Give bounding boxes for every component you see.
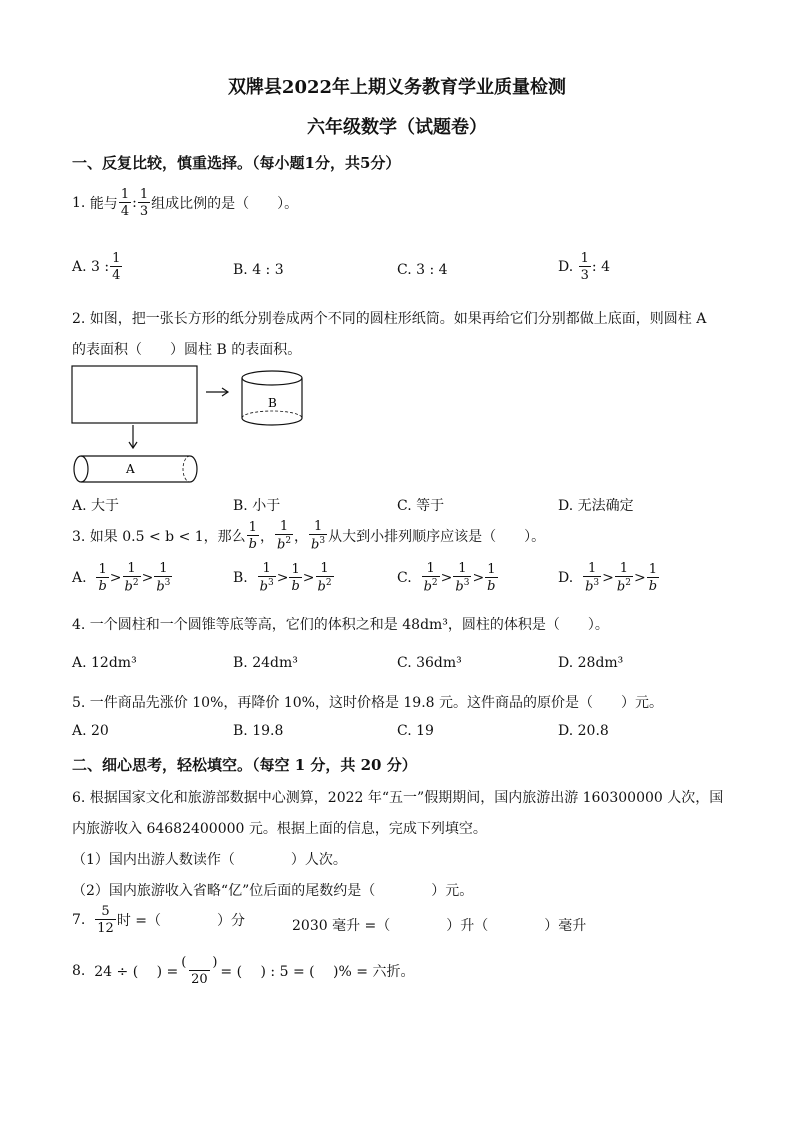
- q2-option-c: C. 等于: [397, 498, 445, 514]
- q1-pre: 能与: [89, 196, 118, 212]
- q3-option-a: A. $\frac{1}{b}$ > $\frac{1}{b^2}$ > $\frac{1}{b^3}$: [72, 561, 171, 595]
- q3-option-c: C. $\frac{1}{b^2}$ > $\frac{1}{b^3}$ > $\frac{1}{b}$: [397, 561, 496, 595]
- q3-option-d: D. $\frac{1}{b^3}$ > $\frac{1}{b^2}$ > $\frac{1}{b}$: [558, 561, 658, 595]
- q6-line-1: 6. 根据国家文化和旅游部数据中心测算，2022 年“五一”假期期间，国内旅游出游 160300000 人次，国: [72, 790, 724, 806]
- q4-option-a: A. 12dm³: [72, 655, 137, 671]
- exam-subtitle: 六年级数学（试题卷）: [307, 117, 487, 138]
- q5-option-a: A. 20: [72, 723, 109, 739]
- cylinder-b-top: [242, 371, 302, 385]
- q4-option-b: B. 24dm³: [233, 655, 298, 671]
- exam-title: 双牌县2022年上期义务教育学业质量检测: [227, 77, 567, 98]
- q6-line-2: 内旅游收入 64682400000 元。根据上面的信息，完成下列填空。: [72, 821, 487, 837]
- q5-option-c: C. 19: [397, 723, 434, 739]
- q2-line-2: 的表面积（ ）圆柱 B 的表面积。: [72, 342, 302, 358]
- q1-number: 1.: [72, 195, 86, 211]
- q6-sub-1: （1）国内出游人数读作（ ）人次。: [72, 852, 347, 868]
- q2-line-1: 2. 如图，把一张长方形的纸分别卷成两个不同的圆柱形纸筒。如果再给它们分别都做上底面，则圆柱 A: [72, 311, 707, 327]
- q4-option-c: C. 36dm³: [397, 655, 462, 671]
- question-5: 5. 一件商品先涨价 10%，再降价 10%，这时价格是 19.8 元。这件商品的原价是（ ）元。: [72, 695, 664, 711]
- paper-rectangle: [72, 366, 197, 423]
- q5-option-b: B. 19.8: [233, 723, 284, 739]
- q1-ratio-frac-1: $\frac{1}{4}$: [120, 187, 130, 219]
- question-1: 1. 能与 $\frac{1}{4}$ : $\frac{1}{3}$ 组成比例的是（ ）。: [72, 187, 299, 219]
- q7-part-2: 2030 毫升 =（ ）升（ ）毫升: [292, 918, 587, 934]
- q1-option-b: B. 4 : 3: [233, 262, 284, 278]
- q2-option-a: A. 大于: [72, 498, 120, 514]
- q1-post: 组成比例的是（ ）。: [151, 196, 299, 212]
- section-2-heading: 二、细心思考，轻松填空。（每空 1 分，共 20 分）: [72, 756, 417, 774]
- q2-option-b: B. 小于: [233, 498, 281, 514]
- question-4: 4. 一个圆柱和一个圆锥等底等高，它们的体积之和是 48dm³，圆柱的体积是（ ）。: [72, 617, 609, 633]
- q2-option-d: D. 无法确定: [558, 498, 634, 514]
- q5-option-d: D. 20.8: [558, 723, 609, 739]
- question-8: 8. 24 ÷ ( ) = $\frac{( )}{20}$ = ( ) : 5 = ( )% = 六折。: [72, 955, 415, 987]
- q6-sub-2: （2）国内旅游收入省略“亿”位后面的尾数约是（ ）元。: [72, 883, 474, 899]
- cylinder-a-left-end: [74, 456, 88, 482]
- section-1-heading: 一、反复比较，慎重选择。（每小题1分，共5分）: [72, 154, 401, 172]
- q4-option-d: D. 28dm³: [558, 655, 624, 671]
- cylinder-a-label: A: [126, 462, 135, 476]
- q1-option-c: C. 3 : 4: [397, 262, 448, 278]
- question-3: 3. 如果 0.5 < b < 1，那么 $\frac{1}{b}$ ， $\frac{1}{b^2}$ ， $\frac{1}{b^3}$ 从大到小排列顺序应该是（ ）。: [72, 519, 546, 553]
- q1-ratio-frac-2: $\frac{1}{3}$: [139, 187, 149, 219]
- q1-option-a: A. 3 : $\frac{1}{4}$: [72, 251, 121, 283]
- cylinder-b-label: B: [268, 396, 277, 410]
- q2-figure: [68, 362, 318, 492]
- q3-option-b: B. $\frac{1}{b^3}$ > $\frac{1}{b}$ > $\frac{1}{b^2}$: [233, 561, 332, 595]
- q1-option-d: D. $\frac{1}{3}$ : 4: [558, 251, 610, 283]
- question-7: 7. $\frac{5}{12}$ 时 =（ ）分: [72, 904, 245, 936]
